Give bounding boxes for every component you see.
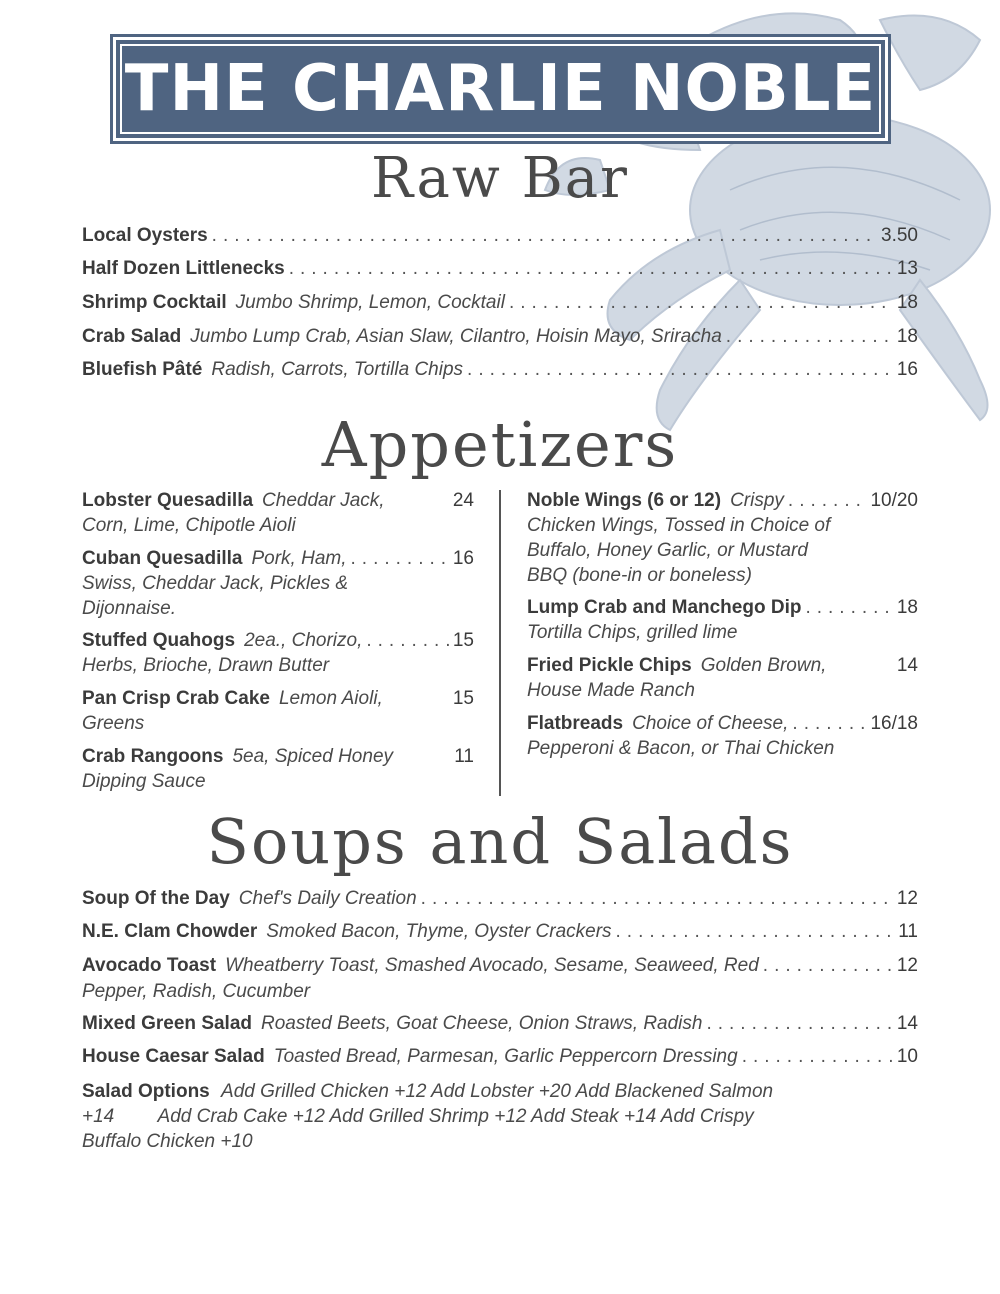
menu-item [527, 595, 918, 645]
item-price: 12 [896, 888, 918, 909]
leader-dots [788, 488, 867, 513]
leader-dots [805, 595, 892, 620]
leader-dots [289, 257, 893, 281]
item-description: Wheatberry Toast, Smashed Avocado, Sesame, Seaweed, Red [225, 955, 759, 976]
item-description-cont: House Made Ranch [527, 680, 695, 701]
item-description-cont: Buffalo, Honey Garlic, or Mustard [527, 540, 808, 561]
item-description-cont: Tortilla Chips, grilled lime [527, 622, 738, 643]
item-description-cont: Dijonnaise. [82, 598, 176, 619]
leader-dots [742, 1045, 893, 1069]
menu-item [82, 920, 918, 944]
title-banner [113, 37, 888, 141]
item-description-cont: Pepperoni & Bacon, or Thai Chicken [527, 738, 835, 759]
item-name: Mixed Green Salad [82, 1013, 253, 1034]
menu-item [82, 1012, 918, 1036]
item-price: 16/18 [870, 713, 918, 734]
item-name: Bluefish Pâté [82, 359, 203, 380]
item-price: 3.50 [881, 225, 918, 246]
menu-item [82, 358, 918, 382]
menu-item [82, 325, 918, 349]
item-description: Toasted Bread, Parmesan, Garlic Peppercorn Dressing [273, 1046, 738, 1067]
item-description: 5ea, Spiced Honey [232, 746, 394, 767]
item-name: Pan Crisp Crab Cake [82, 688, 270, 709]
item-price: 11 [454, 746, 474, 767]
menu-item [82, 1045, 918, 1069]
menu-item [82, 546, 474, 621]
item-price: 14 [896, 655, 918, 676]
leader-dots [421, 887, 893, 911]
column-divider [499, 490, 501, 796]
item-name: Lump Crab and Manchego Dip [527, 597, 802, 618]
item-description-cont: Dipping Sauce [82, 771, 206, 792]
menu-item [527, 653, 918, 703]
menu-item [527, 711, 918, 761]
item-description-cont: Herbs, Brioche, Drawn Butter [82, 655, 330, 676]
item-price: 15 [452, 688, 474, 709]
item-price: 24 [452, 490, 474, 511]
leader-dots [763, 954, 893, 978]
item-name: N.E. Clam Chowder [82, 921, 258, 942]
item-description: Roasted Beets, Goat Cheese, Onion Straws, Radish [261, 1013, 703, 1034]
leader-dots [706, 1012, 892, 1036]
item-name: Crab Rangoons [82, 746, 224, 767]
leader-dots [616, 920, 895, 944]
item-description: Smoked Bacon, Thyme, Oyster Crackers [266, 921, 612, 942]
item-description: Pork, Ham, [251, 548, 347, 569]
item-price: 16 [896, 359, 918, 380]
item-price: 16 [452, 548, 474, 569]
menu-item [82, 887, 918, 911]
item-description: Jumbo Shrimp, Lemon, Cocktail [235, 292, 505, 313]
item-name: Flatbreads [527, 713, 624, 734]
item-name: Salad Options [82, 1081, 210, 1102]
item-name: Noble Wings (6 or 12) [527, 490, 722, 511]
item-description: Crispy [730, 490, 784, 511]
item-description: Pepper, Radish, Cucumber [82, 981, 311, 1002]
menu-item [82, 628, 474, 678]
item-price: 12 [896, 955, 918, 976]
item-price: 10 [896, 1046, 918, 1067]
item-description: Cheddar Jack, [262, 490, 385, 511]
menu-item [82, 257, 918, 281]
item-name: Soup Of the Day [82, 888, 230, 909]
menu-item [82, 224, 918, 248]
item-description: Lemon Aioli, [278, 688, 383, 709]
item-name: Half Dozen Littlenecks [82, 258, 285, 279]
item-price: 10/20 [870, 490, 918, 511]
item-description: Add Grilled Chicken +12 Add Lobster +20 Add Blackened Salmon [221, 1081, 774, 1102]
menu-item [82, 686, 474, 736]
item-description-cont: Swiss, Cheddar Jack, Pickles & [82, 573, 349, 594]
leader-dots [366, 628, 449, 653]
leader-dots [351, 546, 449, 571]
menu-item [82, 954, 918, 978]
item-description-cont: Corn, Lime, Chipotle Aioli [82, 515, 296, 536]
item-name: Cuban Quesadilla [82, 548, 243, 569]
leader-dots [509, 291, 893, 315]
item-price: 11 [898, 921, 918, 942]
section-title-raw-bar: Raw Bar [371, 146, 629, 211]
item-description: Buffalo Chicken +10 [82, 1131, 253, 1152]
item-price: 18 [896, 326, 918, 347]
item-description-cont: Greens [82, 713, 145, 734]
leader-dots [212, 224, 877, 248]
item-description-cont: BBQ (bone-in or boneless) [527, 565, 752, 586]
item-price: 13 [896, 258, 918, 279]
leader-dots [726, 325, 893, 349]
item-name: Stuffed Quahogs [82, 630, 236, 651]
item-name: House Caesar Salad [82, 1046, 265, 1067]
item-description: +14 [82, 1106, 115, 1127]
item-description: Chef's Daily Creation [238, 888, 417, 909]
section-title-appetizers: Appetizers [321, 408, 679, 481]
item-name: Shrimp Cocktail [82, 292, 227, 313]
salad-options [82, 1079, 918, 1154]
section-title-soups-salads: Soups and Salads [206, 805, 794, 878]
restaurant-name: THE CHARLIE NOBLE [124, 52, 877, 126]
item-price: 14 [896, 1013, 918, 1034]
item-price: 18 [896, 292, 918, 313]
menu-item [82, 291, 918, 315]
item-description: Jumbo Lump Crab, Asian Slaw, Cilantro, Hoisin Mayo, Sriracha [190, 326, 722, 347]
item-name: Fried Pickle Chips [527, 655, 692, 676]
leader-dots [792, 711, 866, 736]
item-description: Golden Brown, [700, 655, 827, 676]
leader-dots [467, 358, 893, 382]
menu-item [527, 488, 918, 588]
item-name: Lobster Quesadilla [82, 490, 254, 511]
item-description: Add Crab Cake +12 Add Grilled Shrimp +12 Add Steak +14 Add Crispy [157, 1106, 754, 1127]
item-name: Avocado Toast [82, 955, 217, 976]
item-description-cont [82, 979, 918, 1004]
menu-item [82, 744, 474, 794]
item-name: Local Oysters [82, 225, 208, 246]
item-description-cont: Chicken Wings, Tossed in Choice of [527, 515, 831, 536]
item-price: 15 [452, 630, 474, 651]
item-description: 2ea., Chorizo, [244, 630, 363, 651]
item-description: Choice of Cheese, [632, 713, 789, 734]
item-name: Crab Salad [82, 326, 182, 347]
item-price: 18 [896, 597, 918, 618]
item-description: Radish, Carrots, Tortilla Chips [211, 359, 464, 380]
menu-item [82, 488, 474, 538]
